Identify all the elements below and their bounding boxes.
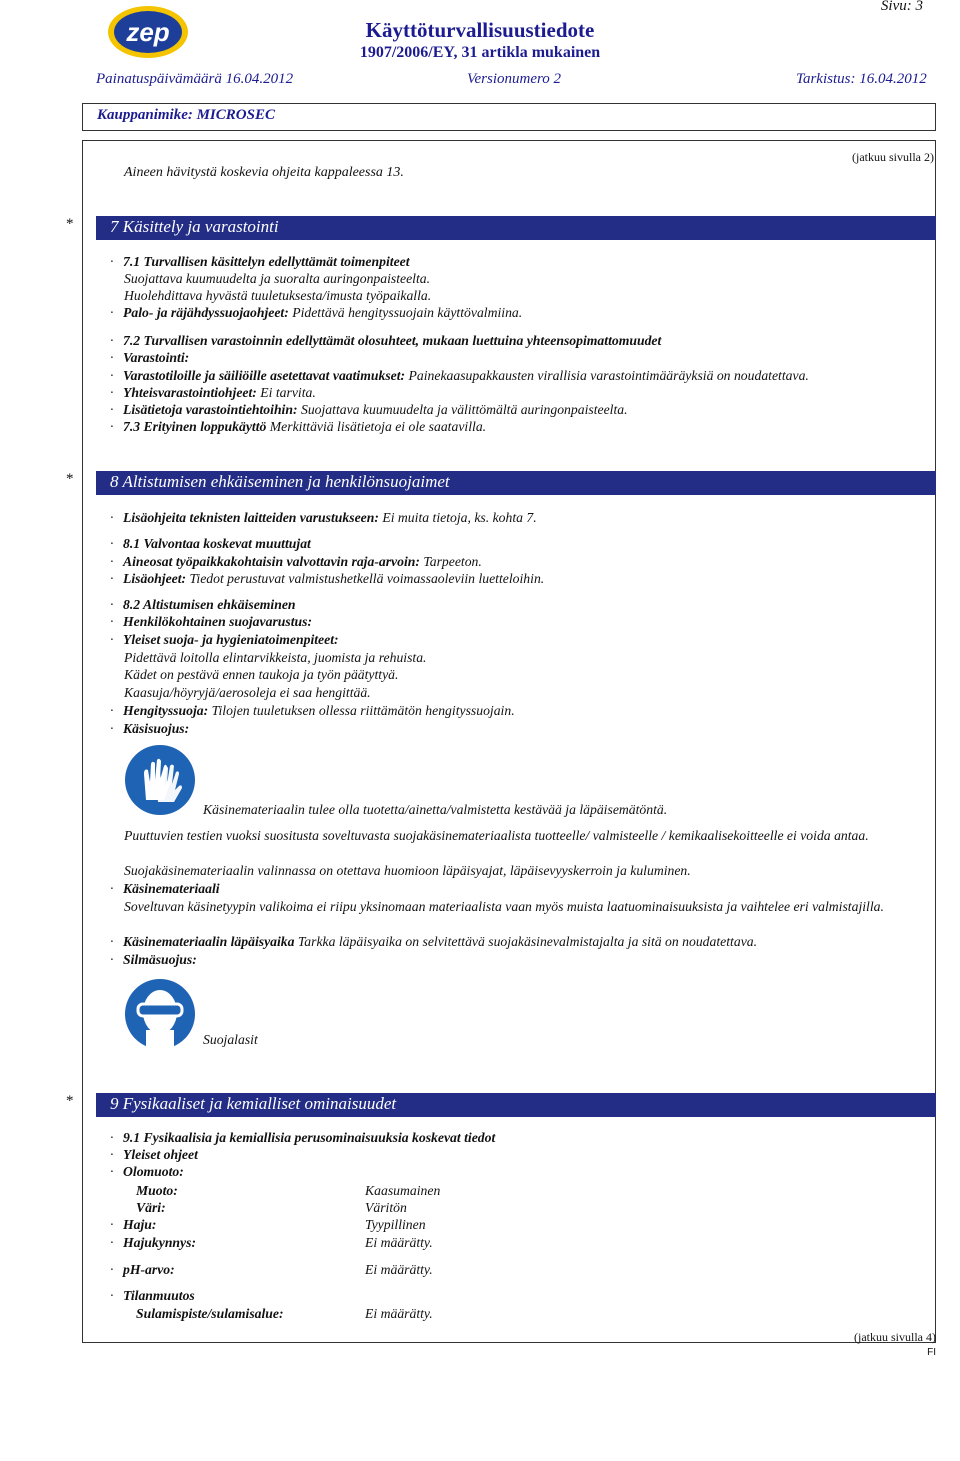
s8-line: · Käsinemateriaali bbox=[110, 881, 220, 896]
disposal-note: Aineen hävitystä koskevia ohjeita kappaleessa 13. bbox=[124, 165, 404, 180]
s8-line: · Yleiset suoja- ja hygieniatoimenpiteet: bbox=[110, 632, 339, 647]
s7-line: · 7.1 Turvallisen käsittelyn edellyttämät toimenpiteet bbox=[110, 254, 410, 269]
revision-date: Tarkistus: 16.04.2012 bbox=[796, 71, 927, 87]
change-marker: * bbox=[66, 471, 74, 487]
s8-line: · Käsisuojus: bbox=[110, 721, 190, 736]
s7-line: · Varastotiloille ja säiliöille asetettavat vaatimukset: Painekaasupakkausten virallisia varastointimääräyksiä on noudatettava. bbox=[110, 368, 809, 383]
continued-on: (jatkuu sivulla 4) bbox=[854, 1330, 936, 1344]
continued-from: (jatkuu sivulla 2) bbox=[852, 150, 934, 164]
page-number: Sivu: 3 bbox=[880, 0, 923, 14]
section-7-header bbox=[96, 216, 936, 240]
goggles-icon bbox=[124, 978, 196, 1055]
s7-line: · Yhteisvarastointiohjeet: Ei tarvita. bbox=[110, 385, 316, 400]
s8-line: · 8.2 Altistumisen ehkäiseminen bbox=[110, 597, 296, 612]
s8-line: · Henkilökohtainen suojavarustus: bbox=[110, 614, 313, 629]
version-number: Versionumero 2 bbox=[467, 71, 562, 87]
property-row: · Haju: Tyypillinen bbox=[110, 1217, 426, 1232]
section-8-title: 8 Altistumisen ehkäiseminen ja henkilönsuojaimet bbox=[110, 472, 450, 491]
s7-line: · 7.2 Turvallisen varastoinnin edellyttämät olosuhteet, mukaan luettuina yhteensopimattomuudet bbox=[110, 333, 662, 348]
s8-paragraph: Puuttuvien testien vuoksi suositusta soveltuvasta suojakäsinemateriaalista tuotteelle/ valmisteelle / kemikaalisekoitteelle ei voida antaa. bbox=[124, 828, 869, 843]
s9-line: · Olomuoto: bbox=[110, 1164, 184, 1179]
property-row: · Hajukynnys: Ei määrätty. bbox=[110, 1235, 433, 1250]
s8-line: Pidettävä loitolla elintarvikkeista, juomista ja rehuista. bbox=[124, 650, 427, 665]
property-row: Muoto: Kaasumainen bbox=[136, 1183, 441, 1198]
s7-line: Huolehdittava hyvästä tuuletuksesta/imusta työpaikalla. bbox=[124, 288, 432, 303]
s7-line: · Varastointi: bbox=[110, 350, 190, 365]
s9-line: · Yleiset ohjeet bbox=[110, 1147, 198, 1162]
s7-line: · 7.3 Erityinen loppukäyttö Merkittäviä lisätietoja ei ole saatavilla. bbox=[110, 419, 487, 434]
s8-line: · Silmäsuojus: bbox=[110, 952, 197, 967]
change-marker: * bbox=[66, 1093, 74, 1109]
section-7-title: 7 Käsittely ja varastointi bbox=[110, 217, 279, 236]
s8-line: · Lisäohjeet: Tiedot perustuvat valmistushetkellä voimassaoleviin luetteloihin. bbox=[110, 571, 545, 586]
trade-name-box bbox=[82, 103, 936, 131]
logo-text: zep bbox=[126, 17, 170, 47]
s7-line: Suojattava kuumuudelta ja suoralta auringonpaisteelta. bbox=[124, 271, 431, 286]
s8-paragraph: Soveltuvan käsinetyypin valikoima ei riipu yksinomaan materiaalista vaan myös muista laatuominaisuuksista ja vaihtelee eri valmistajilla. bbox=[124, 899, 884, 914]
property-row: Väri: Väritön bbox=[136, 1200, 407, 1215]
glove-caption: Käsinemateriaalin tulee olla tuotetta/ainetta/valmistetta kestävää ja läpäisemätöntä. bbox=[203, 802, 668, 817]
s9-line: · 9.1 Fysikaalisia ja kemiallisia perusominaisuuksia koskevat tiedot bbox=[110, 1130, 496, 1145]
s9-line: · Tilanmuutos bbox=[110, 1288, 195, 1303]
change-marker: * bbox=[66, 216, 74, 232]
goggles-caption: Suojalasit bbox=[203, 1032, 258, 1047]
s8-line: · Lisäohjeita teknisten laitteiden varustukseen: Ei muita tietoja, ks. kohta 7. bbox=[110, 510, 537, 525]
s7-line: · Lisätietoja varastointiehtoihin: Suojattava kuumuudelta ja välittömältä auringonpaisteelta. bbox=[110, 402, 628, 417]
s8-line: · Käsinemateriaalin läpäisyaika Tarkka läpäisyaika on selvitettävä suojakäsinevalmistajalta ja sitä on noudatettava. bbox=[110, 934, 758, 949]
gloves-icon bbox=[124, 744, 196, 821]
print-date: Painatuspäivämäärä 16.04.2012 bbox=[96, 71, 294, 87]
language-code: FI bbox=[927, 1347, 936, 1358]
section-9-title: 9 Fysikaaliset ja kemialliset ominaisuudet bbox=[110, 1094, 397, 1113]
section-8-header bbox=[96, 471, 936, 495]
property-row: · pH-arvo: Ei määrätty. bbox=[110, 1262, 433, 1277]
s8-line: Kaasuja/höyryjä/aerosoleja ei saa hengittää. bbox=[124, 685, 371, 700]
s8-line: · Aineosat työpaikkakohtaisin valvottavin raja-arvoin: Tarpeeton. bbox=[110, 554, 482, 569]
s8-line: Suojakäsinemateriaalin valinnassa on otettava huomioon läpäisyajat, läpäisevyyskerroin ja kuluminen. bbox=[124, 863, 691, 878]
document-title: Käyttöturvallisuustiedote bbox=[365, 18, 595, 42]
s7-line: · Palo- ja räjähdyssuojaohjeet: Pidettävä hengityssuojain käyttövalmiina. bbox=[110, 305, 523, 320]
property-row: Sulamispiste/sulamisalue: Ei määrätty. bbox=[136, 1306, 433, 1321]
s8-line: Kädet on pestävä ennen taukoja ja työn päätyttyä. bbox=[124, 667, 399, 682]
trade-name: Kauppanimike: MICROSEC bbox=[97, 107, 275, 123]
s8-line: · Hengityssuoja: Tilojen tuuletuksen ollessa riittämätön hengityssuojain. bbox=[110, 703, 515, 718]
s8-line: · 8.1 Valvontaa koskevat muuttujat bbox=[110, 536, 311, 551]
section-9-header bbox=[96, 1093, 936, 1117]
document-subtitle: 1907/2006/EY, 31 artikla mukainen bbox=[359, 44, 601, 61]
